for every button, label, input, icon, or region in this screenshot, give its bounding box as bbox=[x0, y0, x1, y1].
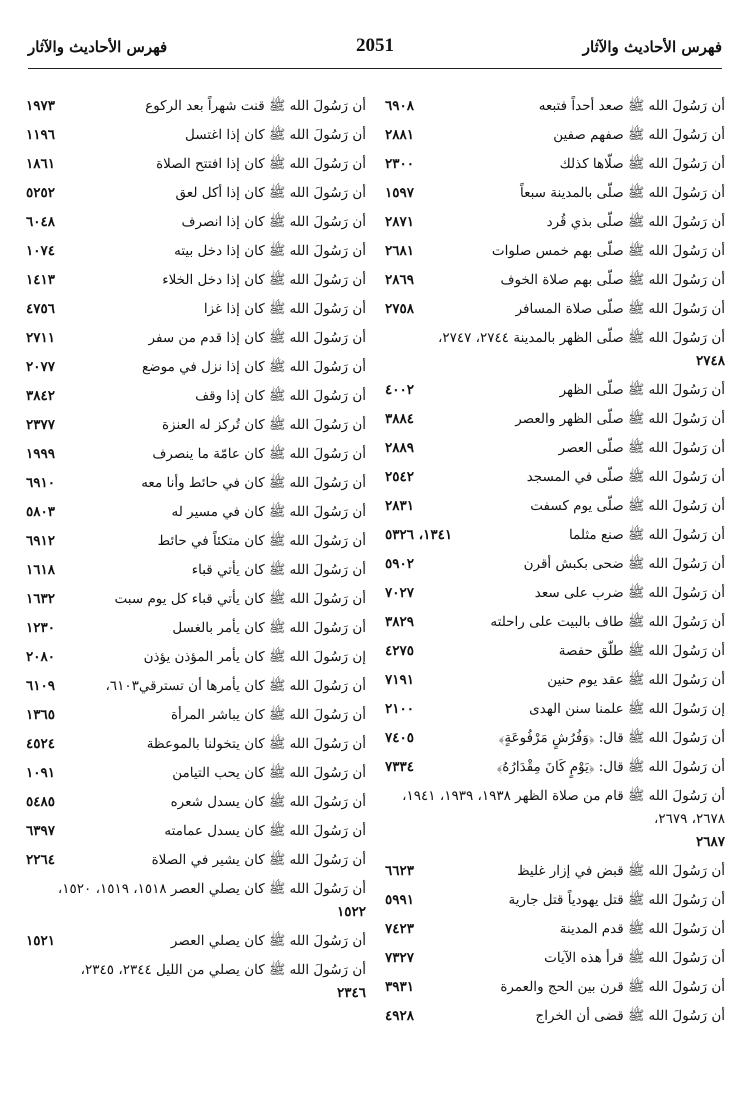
entry-text: أن رَسُولَ الله ﷺ كان يباشر المرأة bbox=[170, 707, 366, 723]
index-entry bbox=[26, 150, 366, 179]
entry-number: ٧٣٢٧ bbox=[385, 950, 415, 966]
index-entry bbox=[26, 266, 366, 295]
entry-number: ٤٩٢٨ bbox=[385, 1008, 415, 1024]
entry-text: أن رَسُولَ الله ﷺ كان إذا غزا bbox=[203, 301, 366, 317]
entry-text: أن رَسُولَ الله ﷺ صلّى الظهر bbox=[559, 382, 725, 398]
index-entry bbox=[385, 1002, 725, 1031]
entry-text: أن رَسُولَ الله ﷺ كان إذا نزل في موضع bbox=[141, 359, 366, 375]
entry-text: أن رَسُولَ الله ﷺ كان إذا قدم من سفر bbox=[148, 330, 366, 346]
entry-number: ١٦٣٢ bbox=[26, 591, 56, 607]
entry-number: ٧١٩١ bbox=[385, 672, 415, 688]
index-entry bbox=[26, 556, 366, 585]
entry-text: أن رَسُولَ الله ﷺ كان تُركز له العنزة bbox=[161, 417, 366, 433]
index-entry bbox=[385, 179, 725, 208]
entry-text: أن رَسُولَ الله ﷺ كان إذا أكل لعق bbox=[175, 185, 366, 201]
entry-number: ٢٦٨١ bbox=[385, 243, 415, 259]
entry-text: أن رَسُولَ الله ﷺ قال: ﴿وَفُرُشٍ مَرْفُوعَةٍ﴾ bbox=[498, 730, 725, 746]
index-entry bbox=[385, 521, 725, 550]
index-entry bbox=[385, 324, 725, 376]
index-entry bbox=[26, 701, 366, 730]
entry-number: ٢٧١١ bbox=[26, 330, 56, 346]
entry-text: أن رَسُولَ الله ﷺ صفهم صفين bbox=[553, 127, 725, 143]
entry-number: ٦٦٢٣ bbox=[385, 863, 415, 879]
entry-number: ١٥٢٢ bbox=[336, 904, 366, 920]
entry-number: ٢٨٣١ bbox=[385, 498, 415, 514]
entry-number: ٢٣٤٦ bbox=[336, 985, 366, 1001]
entry-number: ١٣٦٥ bbox=[26, 707, 56, 723]
entry-number: ١٥٩٧ bbox=[385, 185, 415, 201]
entry-number: ٧٣٣٤ bbox=[385, 759, 415, 775]
entry-number: ٤٢٧٥ bbox=[385, 643, 415, 659]
index-entry bbox=[26, 730, 366, 759]
index-entry bbox=[26, 440, 366, 469]
page-header bbox=[28, 35, 722, 66]
index-entry bbox=[385, 973, 725, 1002]
entry-text: أن رَسُولَ الله ﷺ ضحى بكبش أقرن bbox=[523, 556, 725, 572]
entry-number: ١٦١٨ bbox=[26, 562, 56, 578]
index-entry bbox=[26, 817, 366, 846]
entry-text: أن رَسُولَ الله ﷺ كان عامّة ما ينصرف bbox=[152, 446, 366, 462]
entry-text: أن رَسُولَ الله ﷺ كان إذا انصرف bbox=[181, 214, 366, 230]
entry-number: ٦٠٤٨ bbox=[26, 214, 56, 230]
index-entry bbox=[385, 724, 725, 753]
entry-number: ٧٠٢٧ bbox=[385, 585, 415, 601]
index-entry bbox=[385, 376, 725, 405]
entry-text: أن رَسُولَ الله ﷺ قام من صلاة الظهر ١٩٣٨، ١٩٣٩، ١٩٤١، ٢٦٧٨، ٢٦٧٩، bbox=[402, 788, 725, 827]
index-entry bbox=[385, 208, 725, 237]
entry-number: ٢٥٤٢ bbox=[385, 469, 415, 485]
entry-number: ٥٤٨٥ bbox=[26, 794, 56, 810]
index-entry bbox=[385, 695, 725, 724]
index-entry bbox=[26, 324, 366, 353]
entry-text: أن رَسُولَ الله ﷺ كان يصلي من الليل ٢٣٤٤، ٢٣٤٥، bbox=[80, 962, 366, 978]
entry-text: أن رَسُولَ الله ﷺ طاف بالبيت على راحلته bbox=[490, 614, 725, 630]
entry-number: ٢٣٧٧ bbox=[26, 417, 56, 433]
entry-number: ١٢٣٠ bbox=[26, 620, 56, 636]
entry-number: ١٥٢١ bbox=[26, 933, 56, 949]
entry-text: أن رَسُولَ الله ﷺ كان يأمرها أن تسترقي٦١٠٣، bbox=[105, 678, 366, 694]
entry-text: أن رَسُولَ الله ﷺ صلّى يوم كسفت bbox=[530, 498, 725, 514]
header-title-left: فهرس الأحاديث والآثار bbox=[28, 38, 168, 56]
index-entry bbox=[26, 92, 366, 121]
entry-text: أن رَسُولَ الله ﷺ كان في حائط وأنا معه bbox=[141, 475, 366, 491]
entry-number: ٦٩١٢ bbox=[26, 533, 56, 549]
index-entry bbox=[26, 469, 366, 498]
index-entry bbox=[385, 608, 725, 637]
index-entry bbox=[26, 643, 366, 672]
entry-number: ١٠٧٤ bbox=[26, 243, 56, 259]
index-entry bbox=[385, 150, 725, 179]
entry-number: ١٠٩١ bbox=[26, 765, 56, 781]
entry-text: أن رَسُولَ الله ﷺ كان يتخولنا بالموعظة bbox=[146, 736, 366, 752]
index-entry bbox=[385, 121, 725, 150]
index-entry bbox=[385, 579, 725, 608]
index-entry bbox=[385, 237, 725, 266]
entry-number: ٢٨٨٩ bbox=[385, 440, 415, 456]
entry-text: أن رَسُولَ الله ﷺ كان يسدل شعره bbox=[170, 794, 366, 810]
entry-text: أن رَسُولَ الله ﷺ صلّى بهم خمس صلوات bbox=[491, 243, 725, 259]
entry-number: ٧٤٢٣ bbox=[385, 921, 415, 937]
entry-number: ٦٣٩٧ bbox=[26, 823, 56, 839]
index-entry bbox=[385, 666, 725, 695]
entry-text: أن رَسُولَ الله ﷺ قرأ هذه الآيات bbox=[544, 950, 725, 966]
entry-number: ٥٨٠٣ bbox=[26, 504, 56, 520]
entry-text: أن رَسُولَ الله ﷺ قضى أن الخراج bbox=[535, 1008, 725, 1024]
index-entry bbox=[26, 788, 366, 817]
entry-text: أن رَسُولَ الله ﷺ صلّى في المسجد bbox=[526, 469, 725, 485]
entry-text: أن رَسُولَ الله ﷺ صلّى صلاة المسافر bbox=[515, 301, 725, 317]
index-entry bbox=[26, 614, 366, 643]
entry-number: ١١٩٦ bbox=[26, 127, 56, 143]
index-entry bbox=[26, 672, 366, 701]
index-entry bbox=[385, 405, 725, 434]
index-entry bbox=[26, 295, 366, 324]
entry-text: أن رَسُولَ الله ﷺ كان إذا وقف bbox=[195, 388, 366, 404]
entry-number: ٤٧٥٦ bbox=[26, 301, 56, 317]
entry-number: ٤٠٠٢ bbox=[385, 382, 415, 398]
index-entry bbox=[26, 121, 366, 150]
entry-number: ١٤١٣ bbox=[26, 272, 56, 288]
index-entry bbox=[26, 353, 366, 382]
entry-text: إن رَسُولَ الله ﷺ كان يأمر المؤذن يؤذن bbox=[143, 649, 366, 665]
entry-text: أن رَسُولَ الله ﷺ كان يشير في الصلاة bbox=[151, 852, 366, 868]
entry-text: أن رَسُولَ الله ﷺ قتل يهودياً قتل جارية bbox=[508, 892, 725, 908]
entry-text: أن رَسُولَ الله ﷺ صلّى الظهر بالمدينة ٢٧٤٤، ٢٧٤٧، bbox=[438, 330, 725, 346]
index-entry bbox=[26, 527, 366, 556]
entry-text: أن رَسُولَ الله ﷺ صلّى بهم صلاة الخوف bbox=[500, 272, 725, 288]
entry-number: ١٩٩٩ bbox=[26, 446, 56, 462]
entry-text: أن رَسُولَ الله ﷺ قرن بين الحج والعمرة bbox=[500, 979, 725, 995]
entry-number: ٥٩٩١ bbox=[385, 892, 415, 908]
index-entry bbox=[385, 944, 725, 973]
entry-number: ٢٠٨٠ bbox=[26, 649, 56, 665]
index-entry bbox=[26, 498, 366, 527]
index-entry bbox=[385, 295, 725, 324]
entry-number: ٦٩٠٨ bbox=[385, 98, 415, 114]
entry-number: ٣٨٨٤ bbox=[385, 411, 415, 427]
index-entry bbox=[385, 550, 725, 579]
entry-text: أن رَسُولَ الله ﷺ كان متكئاً في حائط bbox=[157, 533, 366, 549]
entry-number: ٧٤٠٥ bbox=[385, 730, 415, 746]
entry-text: أن رَسُولَ الله ﷺ طلّق حفصة bbox=[558, 643, 725, 659]
index-entry bbox=[26, 585, 366, 614]
index-entry bbox=[385, 637, 725, 666]
index-entry bbox=[26, 875, 366, 927]
index-entry bbox=[385, 857, 725, 886]
entry-text: أن رَسُولَ الله ﷺ قال: ﴿يَوْمٍ كَانَ مِقْدَارُهُ﴾ bbox=[496, 759, 725, 775]
entry-text: أن رَسُولَ الله ﷺ صلّى بالمدينة سبعاً bbox=[519, 185, 725, 201]
index-entry bbox=[26, 927, 366, 956]
entry-number: ٥٢٥٢ bbox=[26, 185, 56, 201]
entry-text: أن رَسُولَ الله ﷺ كان يصلي العصر ١٥١٨، ١٥١٩، ١٥٢٠، bbox=[57, 881, 366, 897]
entry-number: ٥٩٠٢ bbox=[385, 556, 415, 572]
entry-number: ٢٢٦٤ bbox=[26, 852, 56, 868]
entry-text: أن رَسُولَ الله ﷺ قدم المدينة bbox=[559, 921, 725, 937]
entry-text: أن رَسُولَ الله ﷺ كان إذا اغتسل bbox=[184, 127, 366, 143]
entry-text: إن رَسُولَ الله ﷺ علمنا سنن الهدى bbox=[529, 701, 725, 717]
entry-text: أن رَسُولَ الله ﷺ كان يحب التيامن bbox=[172, 765, 366, 781]
entry-number: ٣٩٣١ bbox=[385, 979, 415, 995]
entry-number: ٢١٠٠ bbox=[385, 701, 415, 717]
entry-number: ٢٨٨١ bbox=[385, 127, 415, 143]
entry-number: ٦١٠٩ bbox=[26, 678, 56, 694]
entry-text: أن رَسُولَ الله ﷺ كان يأمر بالغسل bbox=[172, 620, 366, 636]
entry-text: أن رَسُولَ الله ﷺ صنع مثلما bbox=[568, 527, 725, 543]
entry-number: ١٩٧٣ bbox=[26, 98, 56, 114]
index-entry bbox=[26, 237, 366, 266]
header-rule bbox=[28, 68, 722, 69]
entry-number: ٢٨٧١ bbox=[385, 214, 415, 230]
entry-text: أن رَسُولَ الله ﷺ قبض في إزار غليظ bbox=[517, 863, 725, 879]
index-entry bbox=[385, 782, 725, 857]
index-entry bbox=[385, 92, 725, 121]
index-entry bbox=[385, 753, 725, 782]
index-entry bbox=[26, 759, 366, 788]
index-entry bbox=[385, 434, 725, 463]
entry-number: ٢٦٨٧ bbox=[695, 834, 725, 850]
index-entry bbox=[26, 208, 366, 237]
entry-number: ١٣٤١، ٥٣٢٦ bbox=[385, 527, 453, 543]
index-entry bbox=[26, 846, 366, 875]
entry-text: أن رَسُولَ الله ﷺ صلّى العصر bbox=[558, 440, 725, 456]
entry-text: أن رَسُولَ الله ﷺ صعد أحداً فتبعه bbox=[538, 98, 725, 114]
left-column bbox=[26, 92, 366, 1008]
entry-text: أن رَسُولَ الله ﷺ صلّى الظهر والعصر bbox=[515, 411, 725, 427]
index-entry bbox=[26, 956, 366, 1008]
entry-text: أن رَسُولَ الله ﷺ صلّاها كذلك bbox=[559, 156, 725, 172]
index-entry bbox=[385, 886, 725, 915]
entry-text: أن رَسُولَ الله ﷺ ضرب على سعد bbox=[534, 585, 725, 601]
entry-number: ٤٥٢٤ bbox=[26, 736, 56, 752]
header-title-right: فهرس الأحاديث والآثار bbox=[582, 38, 722, 56]
index-entry bbox=[385, 463, 725, 492]
entry-text: أن رَسُولَ الله ﷺ كان في مسير له bbox=[171, 504, 366, 520]
entry-number: ٢٨٦٩ bbox=[385, 272, 415, 288]
index-entry bbox=[385, 266, 725, 295]
entry-text: أن رَسُولَ الله ﷺ كان إذا دخل بيته bbox=[174, 243, 366, 259]
right-column bbox=[385, 92, 725, 1031]
entry-number: ٢٧٤٨ bbox=[695, 353, 725, 369]
index-entry bbox=[385, 492, 725, 521]
entry-number: ١٨٦١ bbox=[26, 156, 56, 172]
index-entry bbox=[385, 915, 725, 944]
index-entry bbox=[26, 179, 366, 208]
entry-text: أن رَسُولَ الله ﷺ كان يسدل عمامته bbox=[164, 823, 366, 839]
entry-number: ٦٩١٠ bbox=[26, 475, 56, 491]
entry-text: أن رَسُولَ الله ﷺ كان يأتي قباء كل يوم سبت bbox=[114, 591, 366, 607]
entry-text: أن رَسُولَ الله ﷺ كان إذا افتتح الصلاة bbox=[156, 156, 366, 172]
entry-number: ٢٧٥٨ bbox=[385, 301, 415, 317]
entry-text: أن رَسُولَ الله ﷺ قنت شهراً بعد الركوع bbox=[145, 98, 366, 114]
entry-number: ٢٠٧٧ bbox=[26, 359, 56, 375]
entry-text: أن رَسُولَ الله ﷺ كان يأتي قباء bbox=[191, 562, 366, 578]
entry-number: ٣٨٢٩ bbox=[385, 614, 415, 630]
index-entry bbox=[26, 411, 366, 440]
entry-text: أن رَسُولَ الله ﷺ صلّى بذي قُرد bbox=[546, 214, 725, 230]
page-number: 2051 bbox=[356, 35, 394, 56]
index-entry bbox=[26, 382, 366, 411]
entry-text: أن رَسُولَ الله ﷺ كان إذا دخل الخلاء bbox=[162, 272, 366, 288]
entry-number: ٣٨٤٢ bbox=[26, 388, 56, 404]
entry-text: أن رَسُولَ الله ﷺ عقد يوم حنين bbox=[547, 672, 725, 688]
entry-number: ٢٣٠٠ bbox=[385, 156, 415, 172]
entry-text: أن رَسُولَ الله ﷺ كان يصلي العصر bbox=[170, 933, 366, 949]
